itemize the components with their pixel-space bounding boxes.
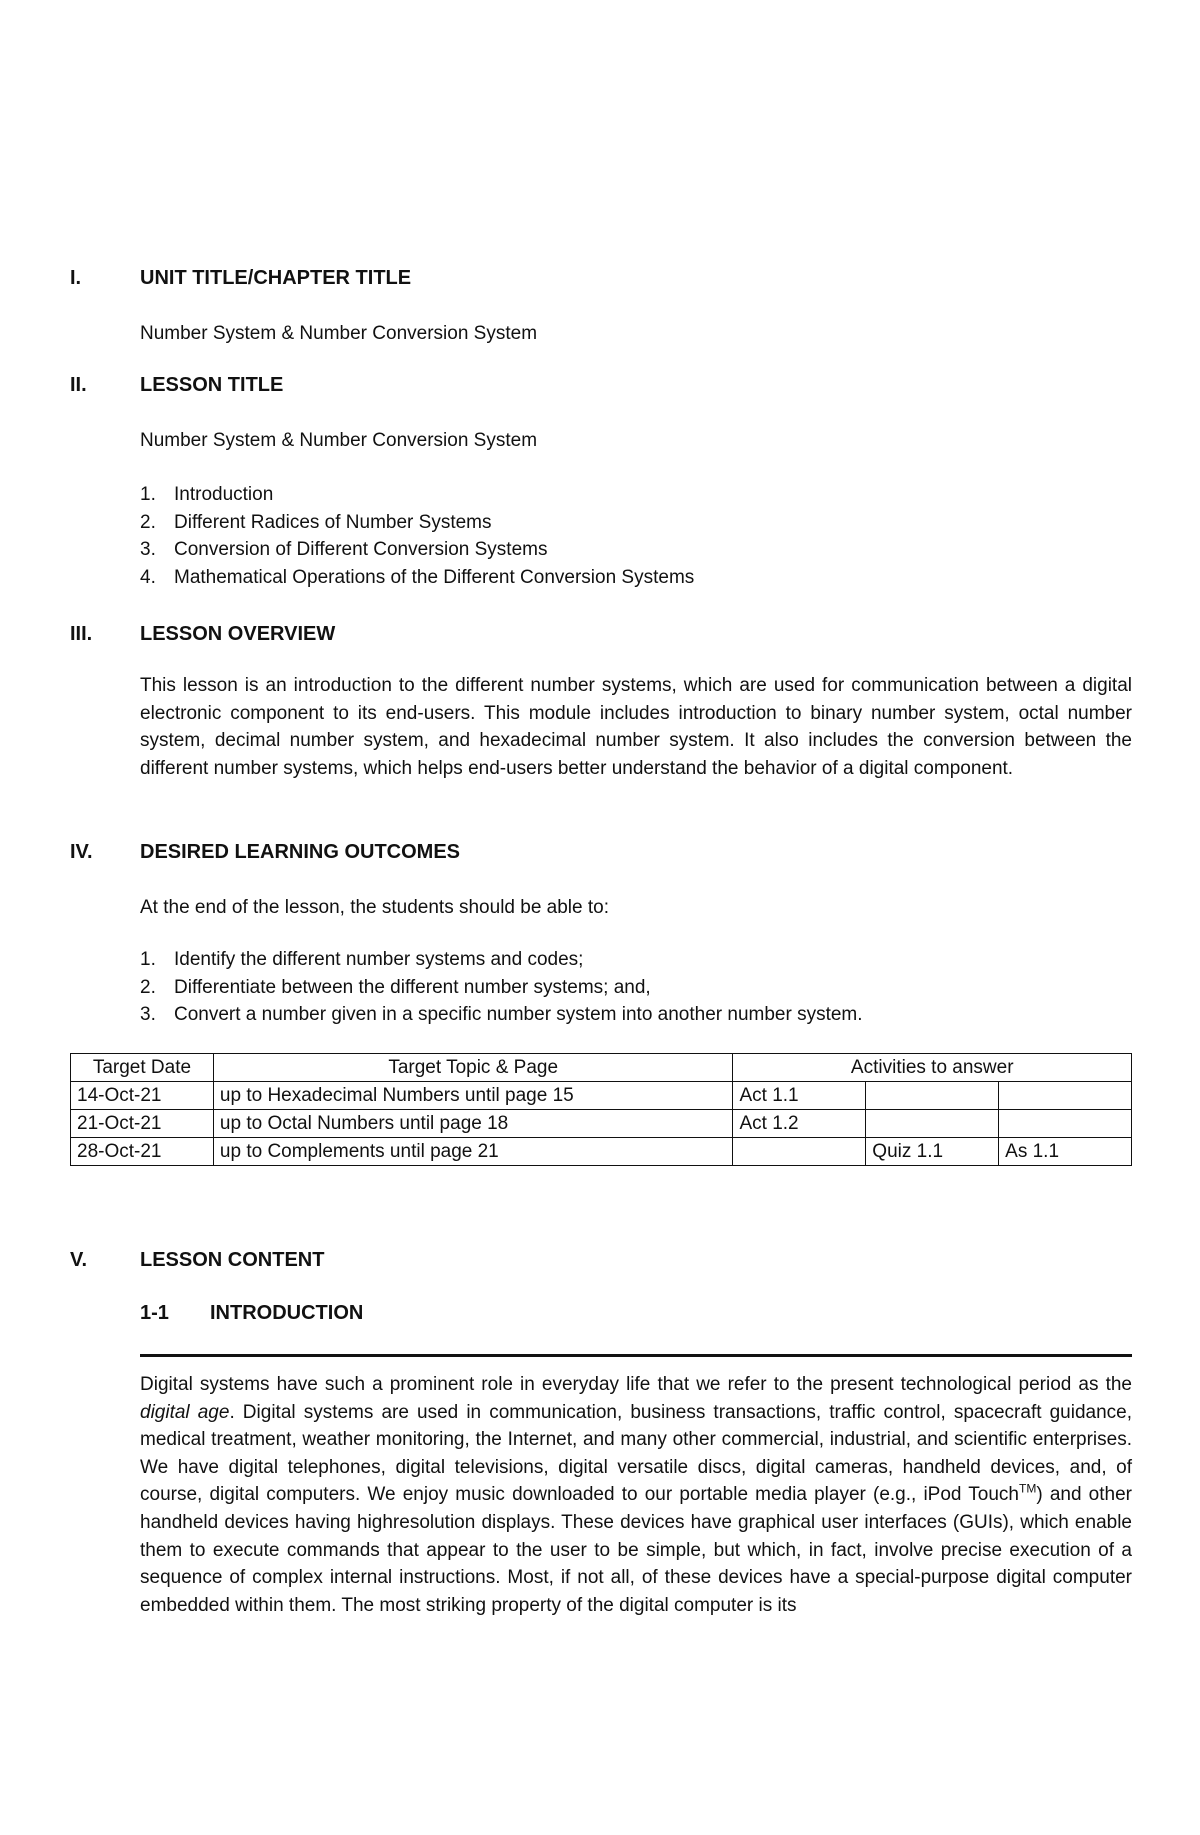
lesson-topics-list [140, 481, 694, 591]
trademark-superscript: TM [1019, 1482, 1037, 1497]
list-item: 3. Convert a number given in a specific number system into another number system. [140, 1004, 863, 1025]
subsection-heading-introduction [140, 1301, 363, 1325]
cell-date: 14-Oct-21 [71, 1082, 214, 1110]
section-title: LESSON CONTENT [140, 1249, 325, 1271]
cell-activity: Act 1.2 [733, 1110, 866, 1138]
cell-topic: up to Hexadecimal Numbers until page 15 [213, 1082, 733, 1110]
cell-topic: up to Complements until page 21 [213, 1138, 733, 1166]
cell-activity: Act 1.1 [733, 1082, 866, 1110]
cell-activity [999, 1082, 1132, 1110]
list-item: 2. Differentiate between the different number systems; and, [140, 976, 651, 998]
schedule-table [70, 1053, 1132, 1166]
list-item: 4. Mathematical Operations of the Different Conversion Systems [140, 566, 695, 588]
cell-activity: Quiz 1.1 [866, 1138, 999, 1166]
section-heading-learning-outcomes [70, 840, 460, 864]
section-title: DESIRED LEARNING OUTCOMES [140, 841, 461, 863]
section-number: IV. [70, 841, 93, 863]
subsection-title: INTRODUCTION [210, 1302, 364, 1324]
list-item: 2. Different Radices of Number Systems [140, 511, 492, 533]
table-header-row [71, 1054, 1132, 1082]
list-item: 3. Conversion of Different Conversion Systems [140, 539, 548, 560]
cell-activity [999, 1110, 1132, 1138]
section-number: III. [70, 623, 93, 645]
list-item: 1. Introduction [140, 484, 274, 505]
section-heading-unit-title [70, 266, 411, 290]
cell-date: 21-Oct-21 [71, 1110, 214, 1138]
section-title: UNIT TITLE/CHAPTER TITLE [140, 267, 412, 289]
section-number: V. [70, 1249, 88, 1271]
section-heading-lesson-title [70, 373, 283, 397]
section-title: LESSON TITLE [140, 374, 284, 396]
subsection-number: 1-1 [140, 1302, 169, 1324]
unit-title-text: Number System & Number Conversion System [140, 323, 538, 344]
column-header-target-topic: Target Topic & Page [213, 1054, 733, 1082]
cell-activity [866, 1110, 999, 1138]
emphasis-digital-age: digital age [140, 1401, 230, 1423]
section-heading-lesson-overview [70, 622, 335, 646]
lesson-title-text: Number System & Number Conversion System [140, 430, 538, 451]
horizontal-rule [140, 1354, 1132, 1357]
introduction-paragraph: Digital systems have such a prominent role in everyday life that we refer to the present technological period as the digital age. Digital systems are used in communication, business transactions, traffic control, spacecraft guidance, medical treatment, weather monitoring, the Internet, and many other commercial, industrial, and scientific enterprises. We have digital telephones, digital televisions, digital versatile discs, digital cameras, handheld devices, and, of course, digital computers. We enjoy music downloaded to our portable media player (e.g., iPod Touch™) and other handheld devices having highresolution displays. These devices have graphical user interfaces (GUIs), which enable them to execute commands that appear to the user to be simple, but which, in fact, involve precise execution of a sequence of complex internal instructions. Most, if not all, of these devices have a special-purpose digital computer embedded within them. The most striking property of the digital computer is its [140, 1374, 1132, 1616]
cell-activity [733, 1138, 866, 1166]
column-header-target-date: Target Date [71, 1054, 214, 1082]
section-number: I. [70, 267, 82, 289]
table-row [71, 1110, 1132, 1138]
table-row [71, 1082, 1132, 1110]
list-item: 1. Identify the different number systems and codes; [140, 949, 584, 970]
outcomes-list [140, 946, 863, 1029]
column-header-activities: Activities to answer [733, 1054, 1132, 1082]
cell-activity [866, 1082, 999, 1110]
table-row [71, 1138, 1132, 1166]
section-number: II. [70, 374, 87, 396]
lesson-overview-paragraph: This lesson is an introduction to the different number systems, which are used for communication between a digital electronic component to its end-users. This module includes introduction to binary number system, octal number system, decimal number system, and hexadecimal number system. It also includes the conversion between the different number systems, which helps end-users better understand the behavior of a digital component. [140, 675, 1132, 779]
cell-date: 28-Oct-21 [71, 1138, 214, 1166]
cell-topic: up to Octal Numbers until page 18 [213, 1110, 733, 1138]
outcomes-intro: At the end of the lesson, the students should be able to: [140, 897, 609, 918]
section-title: LESSON OVERVIEW [140, 623, 336, 645]
cell-activity: As 1.1 [999, 1138, 1132, 1166]
section-heading-lesson-content [70, 1248, 324, 1272]
